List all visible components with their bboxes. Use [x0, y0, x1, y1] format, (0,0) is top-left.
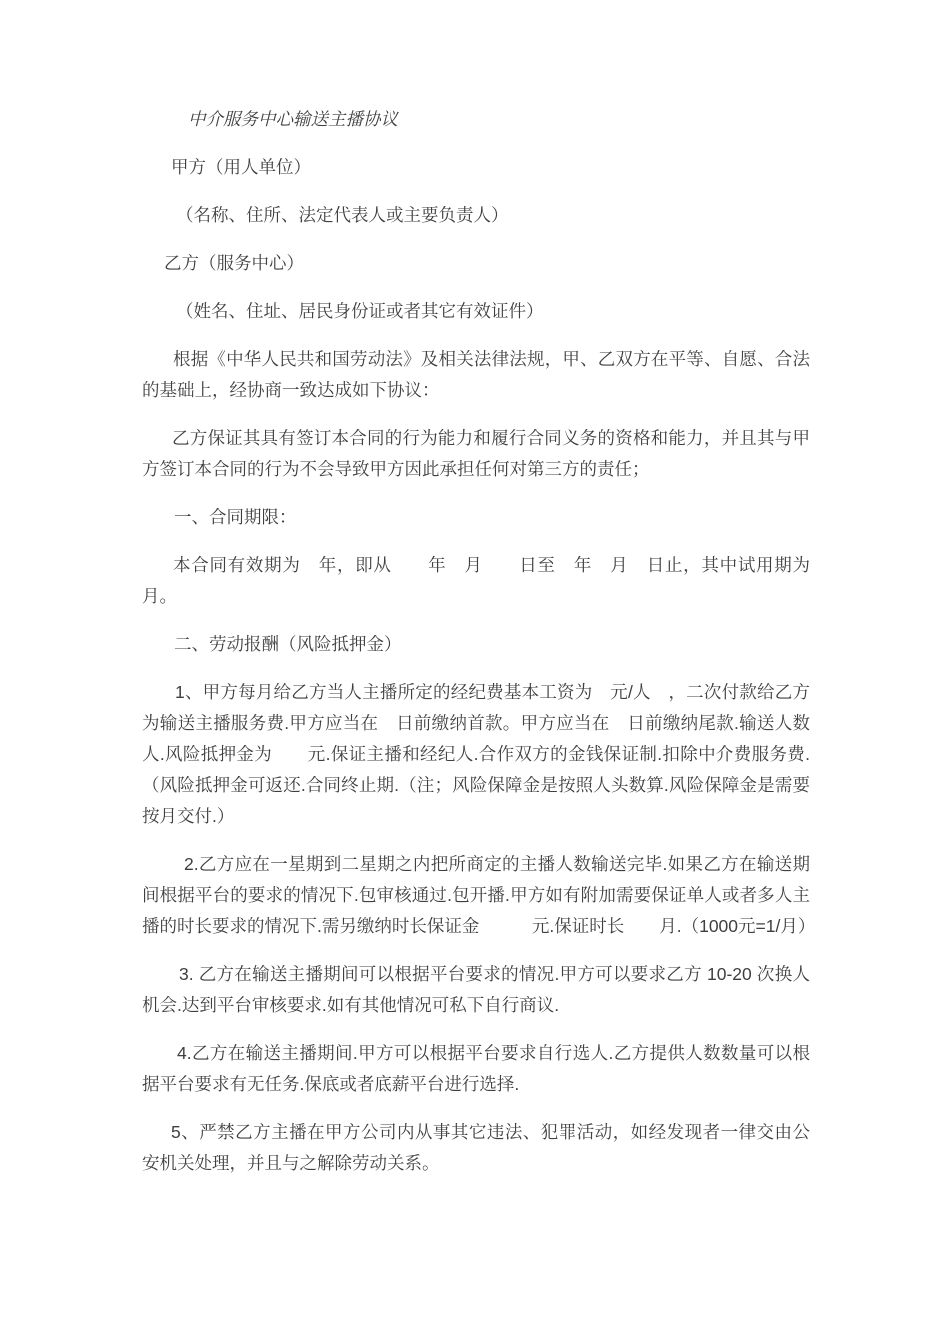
party-b-line: 乙方（服务中心） [164, 253, 304, 273]
party-a-detail: （名称、住所、法定代表人或主要负责人） [176, 205, 509, 225]
clause-1-paragraph: 1、甲方每月给乙方当人主播所定的经纪费基本工资为 元/人 ，二次付款给乙方为输送主播服务费.甲方应当在 日前缴纳首款。甲方应当在 日前缴纳尾款.输送人数 人.风险抵押金为 元.保证主播和经纪人.合作双方的金钱保证制.扣除中介费服务费.（风险抵押金可返还.合同终止期.（注；风险保障金是按照人头数算.风险保障金是需要按月交付.） [142, 682, 845, 826]
clause-5-paragraph: 5、严禁乙方主播在甲方公司内从事其它违法、犯罪活动，如经发现者一律交由公安机关处理，并且与之解除劳动关系。 [142, 1122, 810, 1173]
party-b-detail: （姓名、住址、居民身份证或者其它有效证件） [176, 301, 544, 321]
section-2-heading: 二、劳动报酬（风险抵押金） [174, 634, 402, 654]
contract-term-line: 本合同有效期为 年，即从 年 月 日至 年 月 日止，其中试用期为 月。 [142, 555, 828, 606]
clause-4-paragraph: 4.乙方在输送主播期间.甲方可以根据平台要求自行选人.乙方提供人数数量可以根据平台要求有无任务.保底或者底薪平台进行选择. [142, 1043, 810, 1094]
warranty-clause: 乙方保证其具有签订本合同的行为能力和履行合同义务的资格和能力，并且其与甲方签订本合同的行为不会导致甲方因此承担任何对第三方的责任； [142, 428, 810, 479]
clause-2-paragraph: 2.乙方应在一星期到二星期之内把所商定的主播人数输送完毕.如果乙方在输送期间根据平台的要求的情况下.包审核通过.包开播.甲方如有附加需要保证单人或者多人主播的时长要求的情况下.需另缴纳时长保证金 元.保证时长 月.（1000元=1/月） [142, 854, 816, 936]
clause-3-paragraph: 3. 乙方在输送主播期间可以根据平台要求的情况.甲方可以要求乙方 10-20 次换人机会.达到平台审核要求.如有其他情况可私下自行商议. [142, 964, 810, 1015]
preamble-paragraph: 根据《中华人民共和国劳动法》及相关法律法规，甲、乙双方在平等、自愿、合法的基础上，经协商一致达成如下协议： [142, 349, 810, 400]
party-a-line: 甲方（用人单位） [171, 157, 311, 177]
section-1-heading: 一、合同期限： [174, 507, 297, 527]
document-title: 中介服务中心输送主播协议 [188, 109, 398, 129]
